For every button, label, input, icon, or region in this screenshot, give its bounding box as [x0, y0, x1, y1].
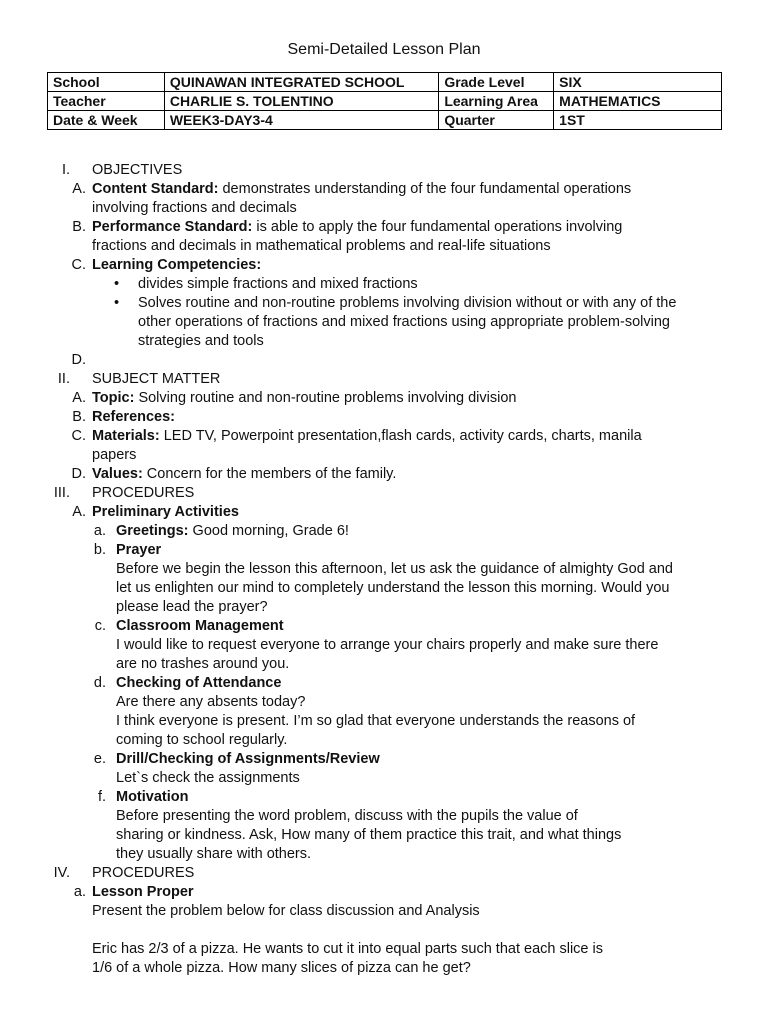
section-heading: PROCEDURES	[92, 865, 195, 881]
grade-value: SIX	[554, 73, 722, 92]
item-number: a.	[73, 884, 86, 900]
greetings	[116, 522, 349, 541]
item-number: B.	[72, 409, 86, 425]
bullet-icon: •	[114, 276, 120, 292]
text-line: papers	[92, 447, 137, 463]
date-value: WEEK3-DAY3-4	[164, 111, 438, 130]
teacher-label: Teacher	[48, 92, 165, 111]
text-line: sharing or kindness. Ask, How many of them practice this trait, and what things	[116, 827, 622, 843]
section-number: III.	[53, 485, 70, 501]
text-line: let us enlighten our mind to completely understand the lesson this morning. Would you	[116, 580, 670, 596]
item-number: A.	[72, 504, 86, 520]
list-item: Solves routine and non-routine problems involving division without or with any of the	[138, 295, 677, 311]
text-line: involving fractions and decimals	[92, 200, 297, 216]
list-item: divides simple fractions and mixed fractions	[138, 276, 418, 292]
text-line: Before presenting the word problem, discuss with the pupils the value of	[116, 808, 578, 824]
item-label: Performance Standard:	[92, 219, 253, 235]
item-label: Drill/Checking of Assignments/Review	[116, 751, 380, 767]
text-line: Present the problem below for class discussion and Analysis	[92, 903, 480, 919]
item-label: Checking of Attendance	[116, 675, 282, 691]
text-line: fractions and decimals in mathematical problems and real-life situations	[92, 238, 551, 254]
teacher-value: CHARLIE S. TOLENTINO	[164, 92, 438, 111]
item-number: c.	[94, 618, 106, 634]
values	[92, 465, 396, 484]
item-label: Prayer	[116, 542, 162, 558]
item-label: Topic:	[92, 390, 135, 406]
item-number: A.	[72, 390, 86, 406]
item-label: Motivation	[116, 789, 189, 805]
table-row	[48, 111, 722, 130]
materials	[92, 427, 642, 446]
text-line: Let`s check the assignments	[116, 770, 300, 786]
performance-standard	[92, 218, 622, 237]
text-line: coming to school regularly.	[116, 732, 288, 748]
table-row	[48, 73, 722, 92]
text-line: Are there any absents today?	[116, 694, 306, 710]
item-number: D.	[71, 352, 86, 368]
table-row	[48, 92, 722, 111]
item-label: Greetings:	[116, 523, 189, 539]
item-label: Preliminary Activities	[92, 504, 239, 520]
item-label: Materials:	[92, 428, 160, 444]
item-number: A.	[72, 181, 86, 197]
item-label: Content Standard:	[92, 181, 219, 197]
text-line: are no trashes around you.	[116, 656, 290, 672]
topic	[92, 389, 516, 408]
area-label: Learning Area	[439, 92, 554, 111]
problem-text: 1/6 of a whole pizza. How many slices of pizza can he get?	[92, 960, 471, 976]
item-label: References:	[92, 409, 176, 425]
item-text: LED TV, Powerpoint presentation,flash cards, activity cards, charts, manila	[159, 428, 642, 444]
item-number: B.	[72, 219, 86, 235]
section-number: II.	[57, 371, 70, 387]
content-standard	[92, 180, 631, 199]
text-line: other operations of fractions and mixed fractions using appropriate problem-solving	[138, 314, 670, 330]
item-label: Classroom Management	[116, 618, 284, 634]
item-text: Good morning, Grade 6!	[188, 523, 349, 539]
quarter-label: Quarter	[439, 111, 554, 130]
item-number: b.	[93, 542, 106, 558]
item-label: Learning Competencies:	[92, 257, 262, 273]
text-line: Before we begin the lesson this afternoon, let us ask the guidance of almighty God and	[116, 561, 673, 577]
text-line: they usually share with others.	[116, 846, 312, 862]
section-heading: PROCEDURES	[92, 485, 195, 501]
problem-text: Eric has 2/3 of a pizza. He wants to cut it into equal parts such that each slice is	[92, 941, 603, 957]
section-heading: SUBJECT MATTER	[92, 371, 221, 387]
text-line: strategies and tools	[138, 333, 264, 349]
item-label: Lesson Proper	[92, 884, 194, 900]
item-text: Concern for the members of the family.	[142, 466, 397, 482]
school-value: QUINAWAN INTEGRATED SCHOOL	[164, 73, 438, 92]
info-table	[47, 72, 722, 130]
date-label: Date & Week	[48, 111, 165, 130]
document-title: Semi-Detailed Lesson Plan	[287, 41, 481, 58]
item-text: Solving routine and non-routine problems involving division	[134, 390, 517, 406]
section-number: IV.	[53, 865, 70, 881]
text-line: please lead the prayer?	[116, 599, 268, 615]
item-number: C.	[71, 428, 86, 444]
bullet-icon: •	[114, 295, 120, 311]
quarter-value: 1ST	[554, 111, 722, 130]
item-number: f.	[97, 789, 106, 805]
item-number: D.	[71, 466, 86, 482]
item-text: demonstrates understanding of the four fundamental operations	[218, 181, 632, 197]
text-line: I think everyone is present. I’m so glad that everyone understands the reasons of	[116, 713, 636, 729]
item-label: Values:	[92, 466, 143, 482]
school-label: School	[48, 73, 165, 92]
grade-label: Grade Level	[439, 73, 554, 92]
section-heading: OBJECTIVES	[92, 162, 183, 178]
item-number: a.	[93, 523, 106, 539]
item-number: C.	[71, 257, 86, 273]
area-value: MATHEMATICS	[554, 92, 722, 111]
item-number: d.	[93, 675, 106, 691]
item-number: e.	[93, 751, 106, 767]
section-number: I.	[61, 162, 70, 178]
text-line: I would like to request everyone to arrange your chairs properly and make sure there	[116, 637, 659, 653]
item-text: is able to apply the four fundamental operations involving	[252, 219, 623, 235]
